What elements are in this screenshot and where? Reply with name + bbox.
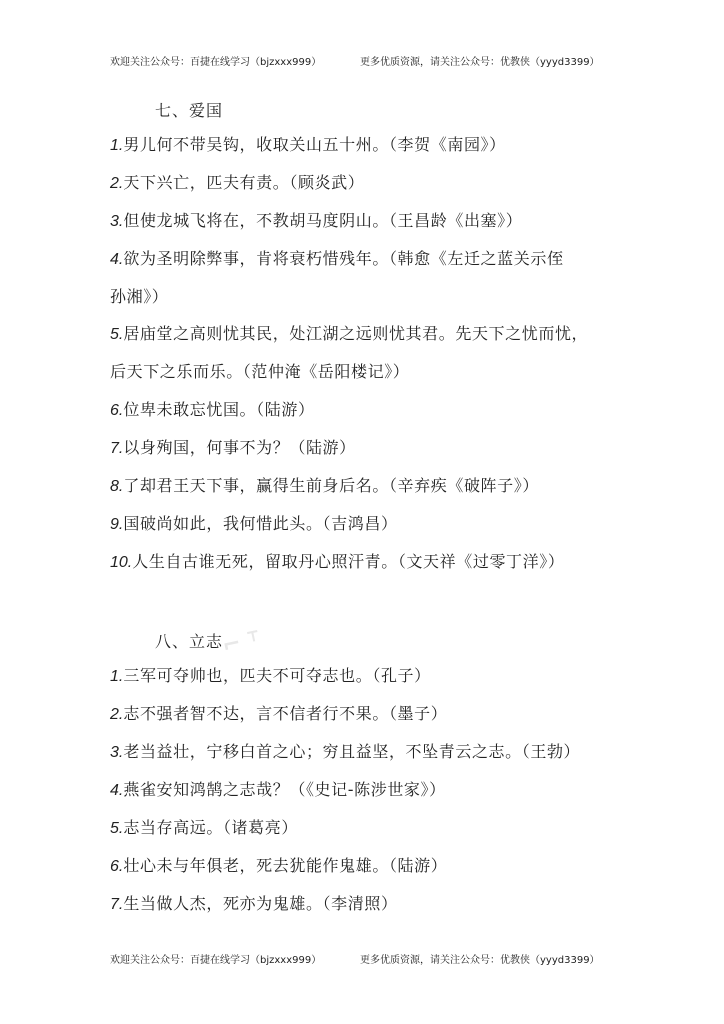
list-item: 5.居庙堂之高则忧其民，处江湖之远则忧其君。先天下之忧而忧， <box>110 324 589 343</box>
list-item: 6.壮心未与年俱老，死去犹能作鬼雄。（陆游） <box>110 856 448 875</box>
list-item: 4.欲为圣明除弊事，肯将衰朽惜残年。（韩愈《左迁之蓝关示侄 <box>110 249 564 268</box>
list-item: 2.天下兴亡，匹夫有责。（顾炎武） <box>110 173 365 192</box>
page-header <box>110 53 630 68</box>
list-item: 1.男儿何不带吴钩，收取关山五十州。（李贺《南园》） <box>110 135 506 154</box>
list-item: 4.燕雀安知鸿鹄之志哉？（《史记-陈涉世家》） <box>110 780 446 799</box>
list-item: 10.人生自古谁无死，留取丹心照汗青。（文天祥《过零丁洋》） <box>110 552 565 571</box>
list-item: 3.但使龙城飞将在，不教胡马度阴山。（王昌龄《出塞》） <box>110 211 523 230</box>
list-item: 1.三军可夺帅也，匹夫不可夺志也。（孔子） <box>110 666 431 685</box>
list-item: 7.以身殉国，何事不为？（陆游） <box>110 438 356 457</box>
list-item: 6.位卑未敢忘忧国。（陆游） <box>110 400 315 419</box>
list-item: 8.了却君王天下事，赢得生前身后名。（辛弃疾《破阵子》） <box>110 476 539 495</box>
footer-left-text: 欢迎关注公众号：百捷在线学习（bjzxxx999） <box>110 955 322 966</box>
watermark-graphic: ⌐⸆ <box>220 625 270 660</box>
footer-right-text: 更多优质资源，请关注公众号：优教侠（yyyd3399） <box>360 955 600 966</box>
section-title-lizhi: 八、立志 <box>155 632 224 651</box>
header-right-text: 更多优质资源，请关注公众号：优教侠（yyyd3399） <box>360 57 600 68</box>
list-item: 3.老当益壮，宁移白首之心；穷且益坚，不坠青云之志。（王勃） <box>110 742 581 761</box>
list-item: 5.志当存高远。（诸葛亮） <box>110 818 298 837</box>
list-item: 2.志不强者智不达，言不信者行不果。（墨子） <box>110 704 448 723</box>
header-left-text: 欢迎关注公众号：百捷在线学习（bjzxxx999） <box>110 57 322 68</box>
section-title-aiguo: 七、爱国 <box>155 101 224 120</box>
page-footer <box>110 951 630 966</box>
list-item: 7.生当做人杰，死亦为鬼雄。（李清照） <box>110 894 398 913</box>
list-item-continuation: 后天下之乐而乐。（范仲淹《岳阳楼记》） <box>110 362 410 381</box>
list-item-continuation: 孙湘》） <box>110 287 169 306</box>
list-item: 9.国破尚如此，我何惜此头。（吉鸿昌） <box>110 514 398 533</box>
